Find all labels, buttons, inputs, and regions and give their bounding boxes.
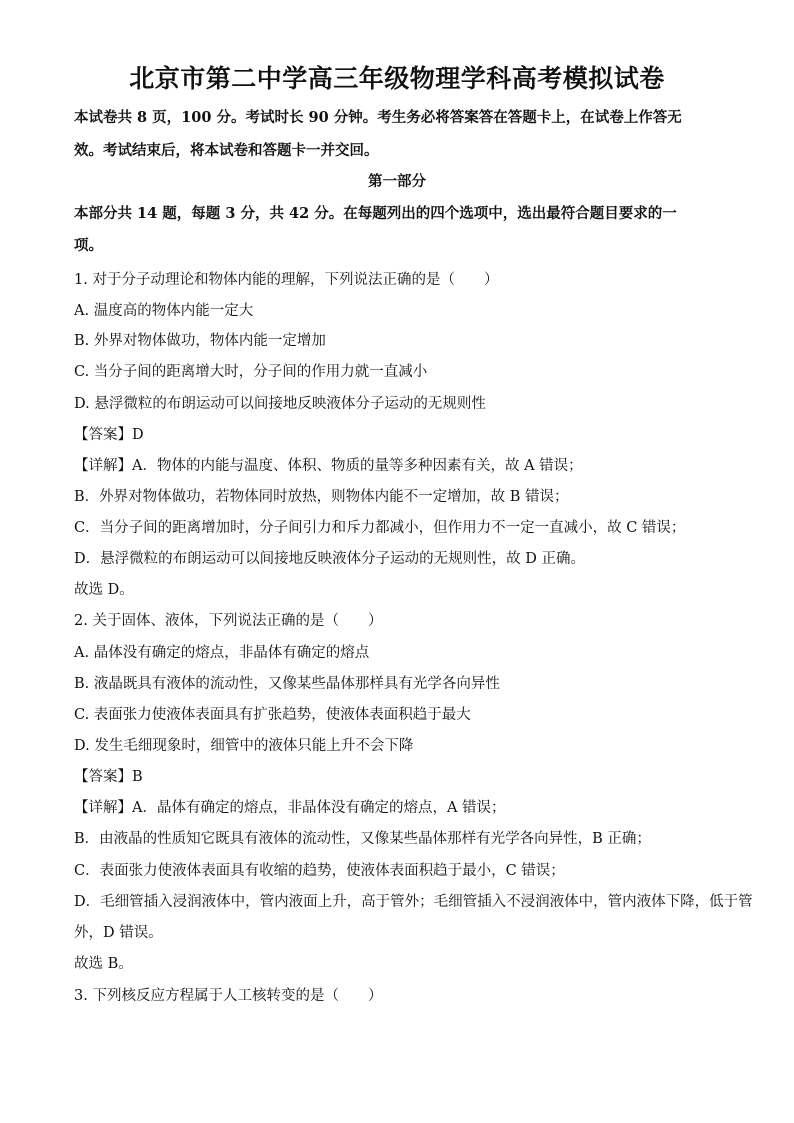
q2-explanation-4a: D．毛细管插入浸润液体中，管内液面上升，高于管外；毛细管插入不浸润液体中，管内液体下降，低于管 bbox=[74, 894, 753, 910]
q1-explanation-4: D．悬浮微粒的布朗运动可以间接地反映液体分子运动的无规则性，故 D 正确。 bbox=[74, 551, 585, 567]
q2-option-d: D. 发生毛细现象时，细管中的液体只能上升不会下降 bbox=[74, 738, 414, 754]
q1-option-d: D. 悬浮微粒的布朗运动可以间接地反映液体分子运动的无规则性 bbox=[74, 396, 486, 412]
part-desc-line-2: 项。 bbox=[74, 237, 103, 254]
q3-stem: 3. 下列核反应方程属于人工核转变的是（ ） bbox=[74, 988, 383, 1004]
part-title: 第一部分 bbox=[368, 173, 426, 190]
q1-explanation-3: C．当分子间的距离增加时，分子间引力和斥力都减小，但作用力不一定一直减小，故 C 错误； bbox=[74, 520, 686, 536]
q2-option-b: B. 液晶既具有液体的流动性，又像某些晶体那样具有光学各向异性 bbox=[74, 676, 500, 692]
intro-line-2: 效。考试结束后，将本试卷和答题卡一并交回。 bbox=[74, 142, 379, 159]
part-desc-line-1: 本部分共 14 题，每题 3 分，共 42 分。在每题列出的四个选项中，选出最符合题目要求的一 bbox=[74, 205, 677, 222]
intro-line-1: 本试卷共 8 页，100 分。考试时长 90 分钟。考生务必将答案答在答题卡上，在试卷上作答无 bbox=[74, 109, 682, 126]
q2-option-c: C. 表面张力使液体表面具有扩张趋势，使液体表面积趋于最大 bbox=[74, 707, 471, 723]
q1-explanation-2: B．外界对物体做功，若物体同时放热，则物体内能不一定增加，故 B 错误； bbox=[74, 489, 569, 505]
q2-conclusion: 故选 B。 bbox=[74, 956, 133, 972]
q1-stem: 1. 对于分子动理论和物体内能的理解，下列说法正确的是（ ） bbox=[74, 272, 499, 288]
q1-conclusion: 故选 D。 bbox=[74, 582, 134, 598]
exam-title: 北京市第二中学高三年级物理学科高考模拟试卷 bbox=[129, 64, 665, 93]
q1-answer: 【答案】D bbox=[74, 427, 144, 443]
q1-option-b: B. 外界对物体做功，物体内能一定增加 bbox=[74, 333, 326, 349]
q2-explanation-2: B．由液晶的性质知它既具有液体的流动性，又像某些晶体那样有光学各向异性，B 正确； bbox=[74, 831, 651, 847]
q1-option-c: C. 当分子间的距离增大时，分子间的作用力就一直减小 bbox=[74, 364, 428, 380]
q2-stem: 2. 关于固体、液体，下列说法正确的是（ ） bbox=[74, 613, 383, 629]
q2-answer: 【答案】B bbox=[74, 769, 143, 785]
q1-explanation-1: 【详解】A．物体的内能与温度、体积、物质的量等多种因素有关，故 A 错误； bbox=[74, 458, 583, 474]
q2-explanation-1: 【详解】A．晶体有确定的熔点，非晶体没有确定的熔点，A 错误； bbox=[74, 800, 506, 816]
q2-option-a: A. 晶体没有确定的熔点，非晶体有确定的熔点 bbox=[74, 645, 370, 661]
q1-option-a: A. 温度高的物体内能一定大 bbox=[74, 303, 254, 319]
q2-explanation-4b: 外，D 错误。 bbox=[74, 925, 163, 941]
q2-explanation-3: C．表面张力使液体表面具有收缩的趋势，使液体表面积趋于最小，C 错误； bbox=[74, 863, 565, 879]
